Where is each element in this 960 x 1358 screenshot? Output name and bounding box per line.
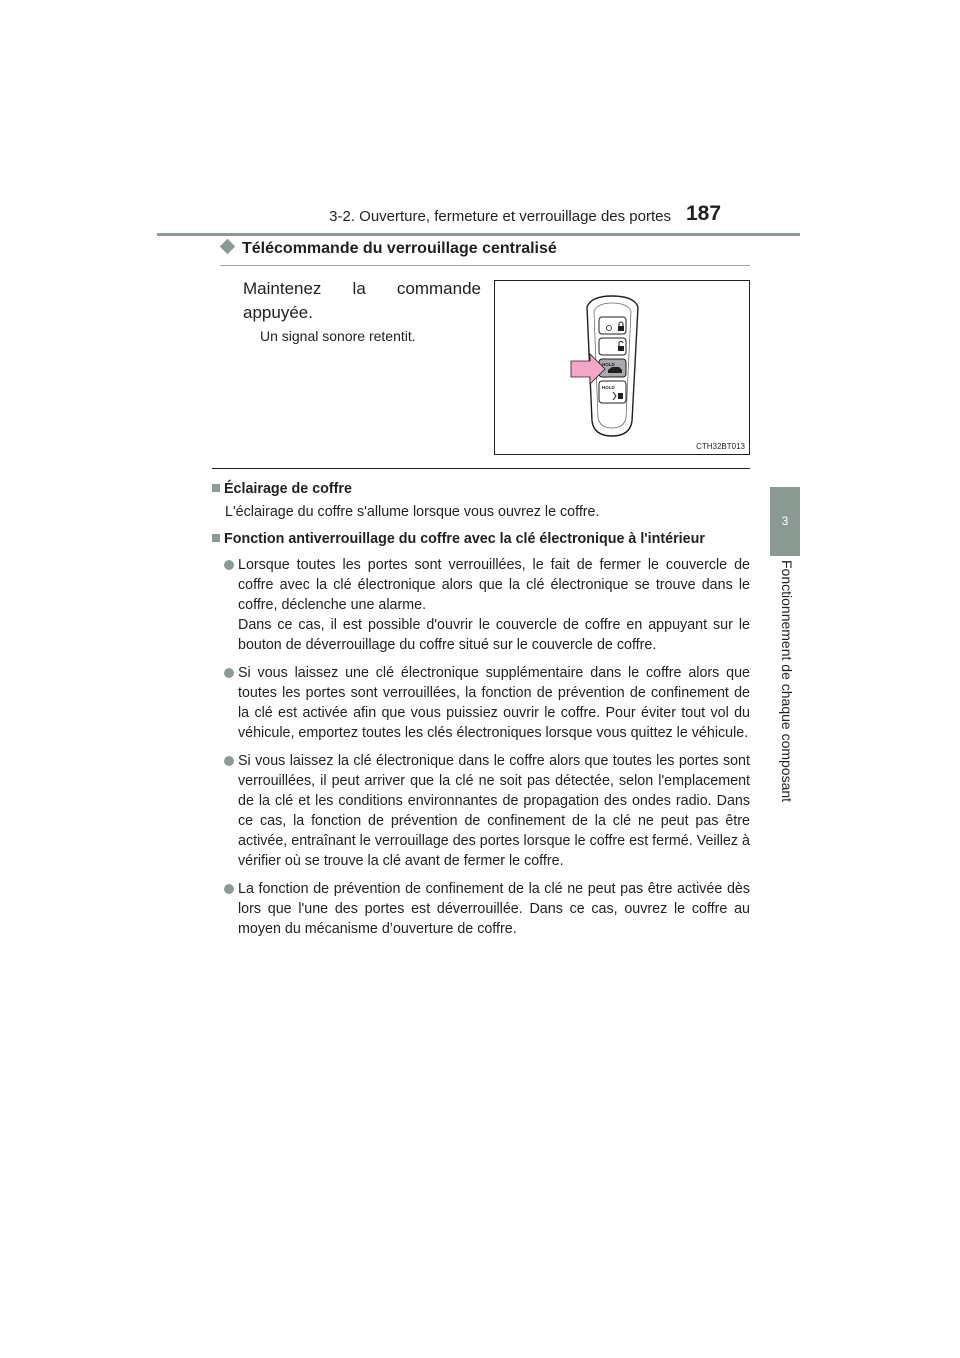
list-item: [212, 555, 750, 655]
list-item-text: Lorsque toutes les portes sont verrouillées, le fait de fermer le couvercle de coffre avec la clé électronique alors que la clé électronique se trouve dans le coffre, déclenche une alarme.: [238, 557, 750, 613]
bullet-dot-icon: [224, 756, 234, 766]
chapter-title-label: Fonctionnement de chaque composant: [779, 560, 795, 803]
instruction-text: Maintenez la commande appuyée.: [243, 279, 481, 322]
page-number: 187: [686, 202, 722, 225]
list-item-text: La fonction de prévention de confinement de la clé ne peut pas être activée dès lors que l'une des portes est déverrouillée. Dans ce cas, ouvrez le coffre au moyen du mécanisme d’ouverture de coffre.: [238, 881, 750, 937]
list-item-text: Si vous laissez la clé électronique dans le coffre alors que toutes les portes sont verrouillées, il peut arriver que la clé ne soit pas détectée, selon l'emplacement de la clé et les conditions environnantes de propagation des ondes radio. Dans ce cas, la fonction de prévention de confinement de la clé ne peut pas être activée, entraînant le verrouillage des portes lorsque le coffre est fermé. Veillez à vérifier où se trouve la clé avant de fermer le coffre.: [238, 753, 750, 869]
bullet-dot-icon: [224, 560, 234, 570]
list-item-text: Dans ce cas, il est possible d'ouvrir le couvercle de coffre en appuyant sur le bouton de déverrouillage du coffre situé sur le couvercle de coffre.: [238, 617, 750, 653]
subheading-text: Fonction antiverrouillage du coffre avec la clé électronique à l'intérieur: [224, 531, 705, 547]
list-item: [212, 663, 750, 743]
section-heading: [220, 240, 557, 258]
instruction-note: Un signal sonore retentit.: [260, 328, 416, 344]
section-heading-text: Télécommande du verrouillage centralisé: [242, 240, 557, 257]
trunk-light-text: L'éclairage du coffre s'allume lorsque vous ouvrez le coffre.: [225, 504, 600, 520]
header-section-title: 3-2. Ouverture, fermeture et verrouillage des portes: [329, 208, 671, 225]
section-divider: [212, 468, 750, 469]
bullet-dot-icon: [224, 884, 234, 894]
list-item: [212, 751, 750, 871]
key-fob-illustration: [495, 281, 749, 454]
bullet-dot-icon: [224, 668, 234, 678]
heading-rule: [220, 265, 750, 266]
subheading-trunk-light: [212, 479, 750, 499]
subheading-text: Éclairage de coffre: [224, 481, 352, 497]
square-bullet-icon: [212, 484, 220, 492]
header-rule: [157, 233, 800, 236]
key-fob-figure: [494, 280, 750, 455]
list-item: [212, 879, 750, 939]
chapter-number-tab: 3: [770, 487, 800, 556]
hold-label-trunk: HOLD: [602, 362, 615, 367]
list-item-text: Si vous laissez une clé électronique supplémentaire dans le coffre alors que toutes les portes sont verrouillées, la fonction de prévention de confinement de la clé est activée afin que vous puissiez ouvrir le coffre. Pour éviter tout vol du véhicule, emportez toutes les clés électroniques lorsque vous quittez le véhicule.: [238, 665, 750, 741]
square-bullet-icon: [212, 534, 220, 542]
subheading-anti-lock: [212, 529, 750, 549]
hold-label-panic: HOLD: [602, 385, 615, 390]
figure-code: CTH32BT013: [696, 442, 745, 451]
diamond-icon: [220, 239, 236, 255]
notes-body: [212, 479, 750, 947]
